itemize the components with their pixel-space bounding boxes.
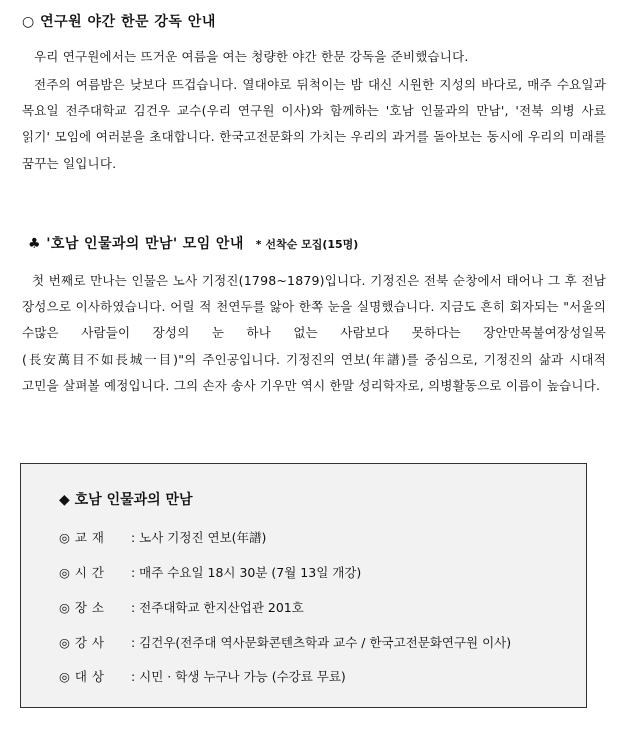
recruitment-note: * 선착순 모집(15명) (255, 238, 359, 251)
info-value: : 노사 기정진 연보(年譜) (131, 530, 267, 545)
info-key: ◎ 시 간 (59, 565, 105, 580)
section-title-meeting (28, 233, 358, 253)
info-row-place (59, 598, 304, 616)
info-key: ◎ 강 사 (59, 635, 105, 650)
info-value: : 전주대학교 한지산업관 201호 (131, 600, 304, 615)
intro-paragraph: 우리 연구원에서는 뜨거운 여름을 여는 청량한 야간 한문 강독을 준비했습니다. (34, 49, 469, 64)
info-box (20, 463, 587, 708)
info-box-title: ◆ 호남 인물과의 만남 (59, 492, 193, 508)
info-value: : 매주 수요일 18시 30분 (7월 13일 개강) (131, 565, 362, 580)
info-key: ◎ 장 소 (59, 600, 105, 615)
meeting-description: 첫 번째로 만나는 인물은 노사 기정진(1798~1879)입니다. 기정진은 전북 순창에서 태어나 그 후 전남 장성으로 이사하였습니다. 어릴 적 천연두를 앓아 한쪽 눈을 실명했습니다. 지금도 흔히 회자되는 "서울의 수많은 사람들이 장성의 눈 하나 없는 사람보다 못하다는 장안만목불여장성일목(長安萬目不如長城一目)"의 주인공입니다. 기정진의 연보(年譜)를 중심으로, 기정진의 삶과 시대적 고민을 살펴볼 예정입니다. 그의 손자 송사 기우만 역시 한말 성리학자로, 의병활동으로 이름이 높습니다. (22, 273, 606, 393)
info-row-time (59, 563, 361, 581)
info-row-audience (59, 667, 346, 685)
info-key: ◎ 교 재 (59, 530, 105, 545)
info-row-textbook (59, 528, 266, 546)
meeting-title: ♣ '호남 인물과의 만남' 모임 안내 (28, 236, 244, 252)
invitation-paragraph: 전주의 여름밤은 낮보다 뜨겁습니다. 열대야로 뒤척이는 밤 대신 시원한 지성의 바다로, 매주 수요일과 목요일 전주대학교 김건우 교수(우리 연구원 이사)와 함께하는 '호남 인물과의 만남', '전북 의병 사료 읽기' 모임에 여러분을 초대합니다. 한국고전문화의 가치는 우리의 과거를 돌아보는 동시에 우리의 미래를 꿈꾸는 일입니다. (22, 77, 606, 171)
section-title-night-reading: ○ 연구원 야간 한문 강독 안내 (22, 14, 216, 30)
info-value: : 시민 · 학생 누구나 가능 (수강료 무료) (131, 669, 346, 684)
info-key: ◎ 대 상 (59, 669, 105, 684)
info-value: : 김건우(전주대 역사문화콘텐츠학과 교수 / 한국고전문화연구원 이사) (131, 635, 512, 650)
info-row-lecturer (59, 633, 511, 651)
